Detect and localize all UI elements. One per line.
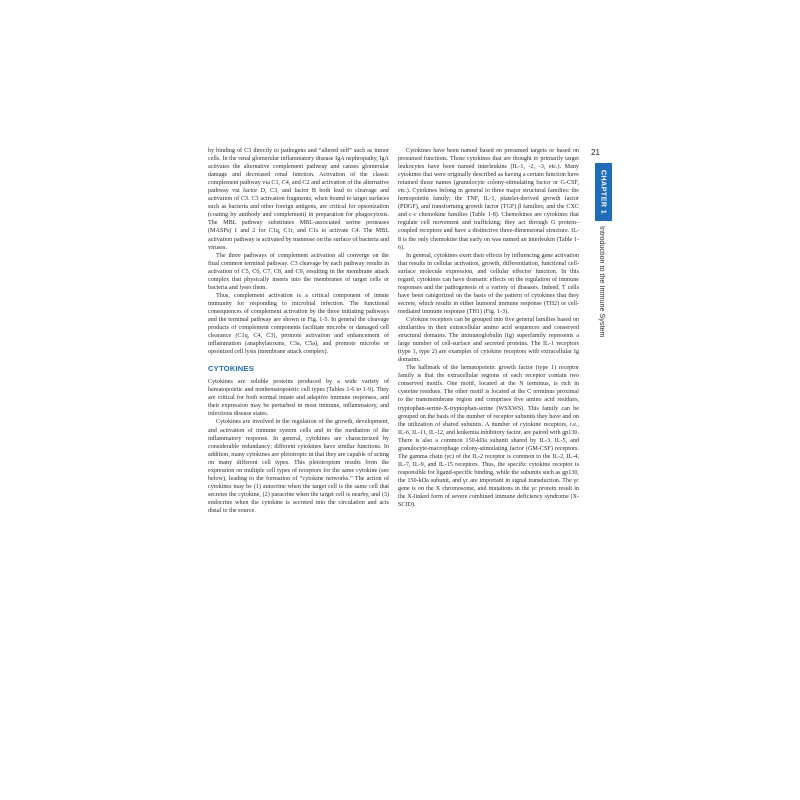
left-paragraph-2: The three pathways of complement activation all converge on the final common terminal pathway. C3 cleavage by each pathway results in activation of C5, C6, C7, C8, and C9, resulting in the membrane attack complex that physically inserts into the membranes of target cells or bacteria and lyses them. — [208, 252, 389, 291]
chapter-tab — [595, 163, 612, 221]
left-paragraph-3: Thus, complement activation is a critical component of innate immunity for responding to microbial infection. The functional consequences of complement activation by the three initiating pathways and the terminal pathway are shown in Fig. 1-5. In general the cleavage products of complement components facilitate microbe or damaged cell clearance (C1q, C4, C3), promote activation and enhancement of inflammation (anaphylatoxins, C3a, C5a), and promote microbe or opsonized cell lysis (membrane attack complex). — [208, 292, 389, 356]
running-title-text: Introduction to the Immune System — [598, 226, 607, 338]
right-paragraph-3: Cytokine receptors can be grouped into five general families based on similarities in their extracellular amino acid sequences and conserved structural domains. The immunoglobulin (Ig) superfamily represents a large number of cell-surface and secreted proteins. The IL-1 receptors (type 1, type 2) are examples of cytokine receptors with extracellular Ig domains. — [398, 316, 579, 364]
left-paragraph-5: Cytokines are involved in the regulation of the growth, development, and activation of immune system cells and in the mediation of the inflammatory response. In general, cytokines are characterized by considerable redundancy; different cytokines have similar functions. In addition, many cytokines are pleiotropic in that they are capable of acting on many different cell types. This pleiotropism results from the expression on multiple cell types of receptors for the same cytokine (see below), leading to the formation of “cytokine networks.” The action of cytokines may be (1) autocrine when the target cell is the same cell that secretes the cytokine, (2) paracrine when the target cell is nearby, and (3) endocrine when the cytokine is secreted into the circulation and acts distal to the source. — [208, 419, 389, 514]
section-heading-cytokines: CYTOKINES — [208, 364, 254, 374]
chapter-tab-label: CHAPTER 1 — [599, 169, 608, 215]
left-paragraph-1: by binding of C3 directly to pathogens and “altered self” such as tumor cells. In the renal glomerular inflammatory disease IgA nephropathy, IgA activates the alternative complement pathway and causes glomerular damage and decreased renal function. Activation of the classic complement pathway via C1, C4, and C2 and activation of the alternative pathway via factor D, C3, and factor B both lead to cleavage and activation of C3. C3 activation fragments, when bound to target surfaces such as bacteria and other foreign antigens, are critical for opsonization (coating by antibody and complement) in preparation for phagocytosis. The MBL pathway substitutes MBL-associated serine proteases (MASPs) 1 and 2 for C1q, C1r, and C1s to activate C4. The MBL activation pathway is activated by mannose on the surface of bacteria and viruses. — [208, 148, 389, 251]
right-paragraph-2: In general, cytokines exert their effects by influencing gene activation that results in cellular activation, growth, differentiation, functional cell-surface molecule expression, and cellular effector function. In this regard, cytokines can have dramatic effects on the regulation of immune responses and the pathogenesis of a variety of diseases. Indeed, T cells have been categorized on the basis of the pattern of cytokines that they secrete, which results in either humoral immune response (TH2) or cell-mediated immune response (TH1) (Fig. 1-3). — [398, 252, 579, 315]
right-paragraph-1: Cytokines have been named based on presumed targets or based on presumed functions. Those cytokines that are thought to primarily target leukocytes have been named interleukins (IL-1, -2, -3, etc.). Many cytokines that were originally described as having a certain function have retained those names (granulocyte colony-stimulating factor or G-CSF, etc.). Cytokines belong in general to three major structural families: the hemopoietin family; the TNF, IL-1, platelet-derived growth factor (PDGF), and transforming growth factor (TGF) β families; and the CXC and c-c chemokine families (Table 1-8). Chemokines are cytokines that regulate cell movement and trafficking; they act through G protein–coupled receptors and have a distinctive three-dimensional structure. IL-8 is the only chemokine that early on was named an interleukin (Table 1-6). — [398, 148, 579, 251]
page-number: 21 — [591, 148, 600, 157]
left-paragraph-4: Cytokines are soluble proteins produced by a wide variety of hematopoietic and nonhematopoietic cell types (Tables 1-6 to 1-9). They are critical for both normal innate and adaptive immune responses, and their expression may be perturbed in most immune, inflammatory, and infectious disease states. — [208, 379, 389, 418]
right-paragraph-4: The hallmark of the hematopoietic growth factor (type 1) receptor family is that the extracellular regions of each receptor contain two conserved motifs. One motif, located at the N terminus, is rich in cysteine residues. The other motif is located at the C terminus proximal to the transmembrane region and comprises five amino acid residues, tryptophan-serine-X-tryptophan-serine (WSXWS). This family can be grouped on the basis of the number of receptor subunits they have and on the utilization of shared subunits. A number of cytokine receptors, i.e., IL-6, IL-11, IL-12, and leukemia inhibitory factor, are paired with gp130. There is also a common 150-kDa subunit shared by IL-3, IL-5, and granulocyte-macrophage colony-stimulating factor (GM-CSF) receptors. The gamma chain (γc) of the IL-2 receptor is common to the IL-2, IL-4, IL-7, IL-9, and IL-15 receptors. Thus, the specific cytokine receptor is responsible for ligand-specific binding, while the subunits such as gp130, the 150-kDa subunit, and γc are important in signal transduction. The γc gene is on the X chromosome, and mutations in the γc protein result in the X-linked form of severe combined immune deficiency syndrome (X-SCID). — [398, 365, 579, 509]
right-column — [398, 147, 579, 509]
left-column — [208, 147, 389, 515]
